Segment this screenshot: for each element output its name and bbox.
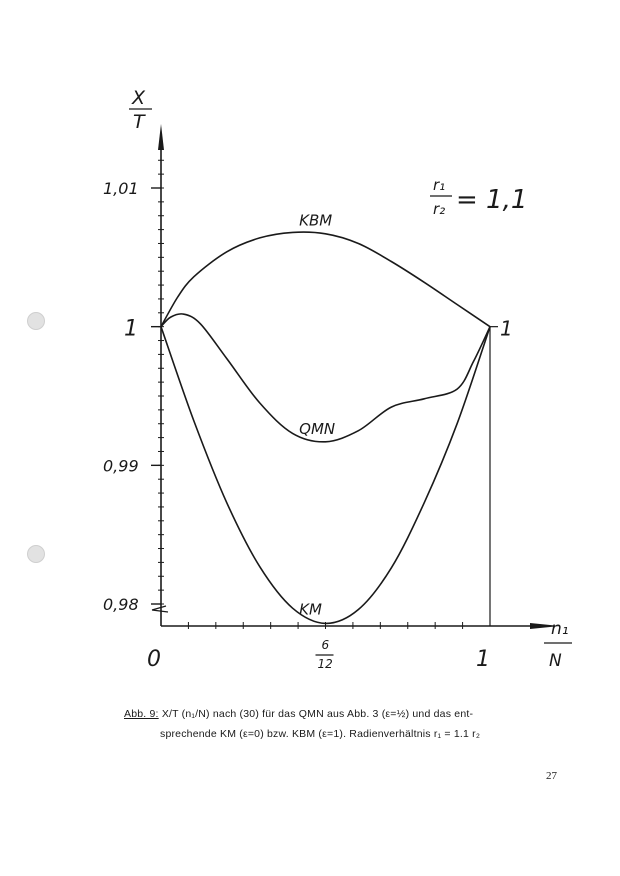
labels: [103, 87, 572, 672]
x-tick-label-den: 12: [317, 657, 333, 671]
x-axis-label-num: n₁: [551, 619, 569, 639]
page-number: 27: [546, 770, 557, 782]
y-axis-label-den: T: [133, 111, 145, 133]
annotation-den: r₂: [433, 200, 446, 218]
x-tick-label: 1: [476, 647, 490, 672]
series-kbm-label: KBM: [299, 211, 333, 230]
caption-line-2: sprechende KM (ε=0) bzw. KBM (ε=1). Radienverhältnis r₁ = 1.1 r₂: [160, 728, 481, 740]
annotation-value: = 1,1: [456, 185, 528, 215]
series-kbm-line: [161, 232, 490, 327]
annotation-num: r₁: [433, 176, 446, 194]
y-axis-arrow: [158, 124, 164, 150]
y-tick-label: 0,98: [103, 595, 139, 614]
x-axis-label-den: N: [549, 651, 562, 671]
series-km-label: KM: [299, 600, 322, 619]
x-tick-label-num: 6: [321, 638, 330, 652]
series-km-line: [161, 327, 490, 624]
caption-label: Abb. 9:: [124, 708, 159, 720]
origin-mark: [152, 606, 168, 612]
x-tick-label: 0: [147, 647, 161, 672]
y-axis-label-num: X: [132, 87, 146, 109]
y-tick-label: 1: [124, 316, 138, 342]
y-tick-label: 0,99: [103, 456, 139, 476]
caption-line-1: X/T (n₁/N) nach (30) für das QMN aus Abb. 3 (ε=½) und das ent-: [161, 708, 474, 720]
y-tick-label: 1,01: [103, 179, 139, 198]
figure-caption: [124, 704, 574, 744]
right-end-label: 1: [500, 316, 513, 341]
series-qmn-label: QMN: [299, 419, 336, 438]
